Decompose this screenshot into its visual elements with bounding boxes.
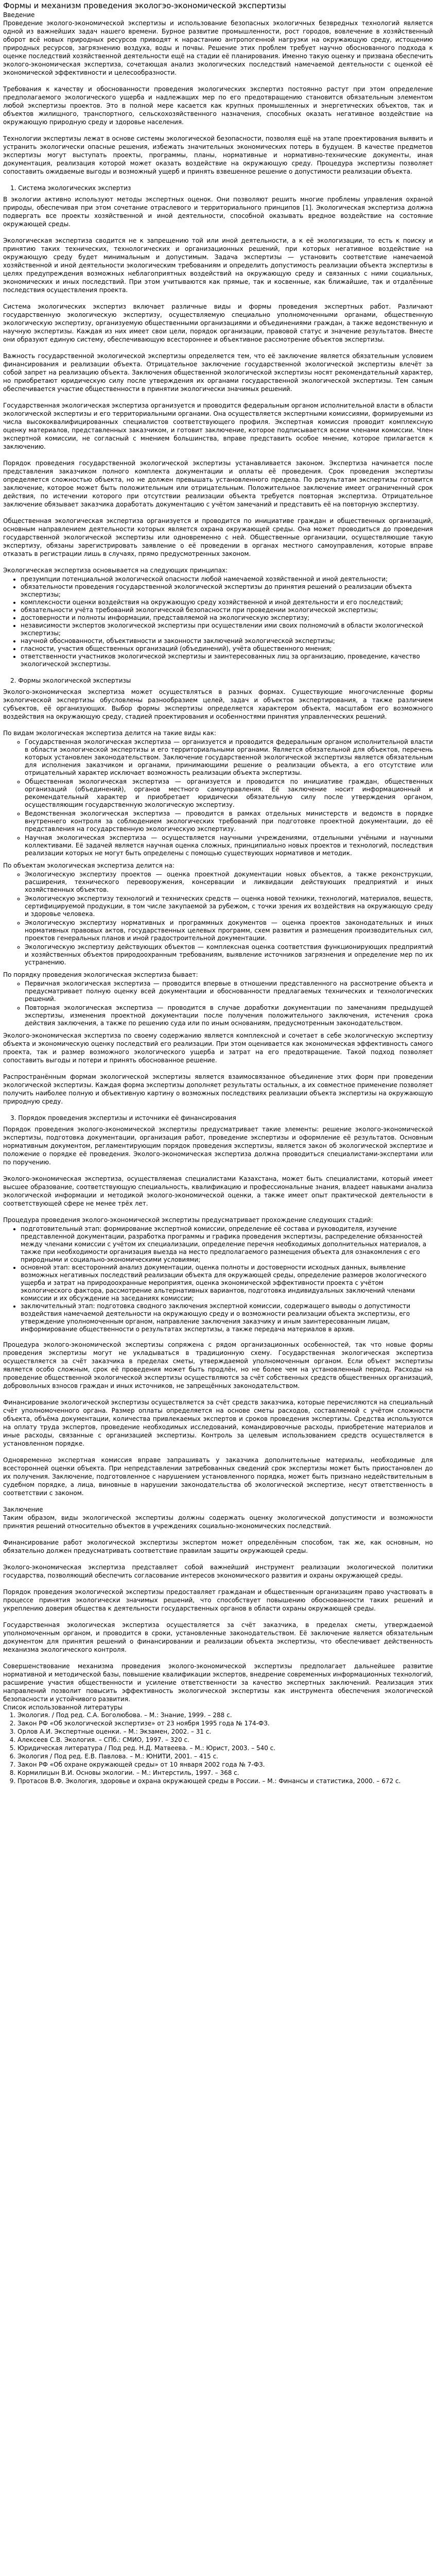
kind-item xyxy=(25,834,433,857)
conclusion-body xyxy=(3,1514,433,1703)
reference-item: 9. Протасов В.Ф. Экология, здоровье и охрана окружающей среды в России. – М.: Финансы и статистика, 2000. – 672 с. xyxy=(18,1777,433,1785)
reference-item: 1. Экология. / Под ред. С.А. Боголюбова. – М.: Знание, 1999. – 288 с. xyxy=(18,1711,433,1719)
principle-item: • независимости экспертов экологической экспертизы при осуществлении ими своих полномочий в области экологической экспертизы; xyxy=(21,622,433,637)
stages-list xyxy=(3,1225,433,1333)
principle-item: • комплексности оценки воздействия на окружающую среду хозяйственной и иной деятельности и его последствий; xyxy=(21,599,433,606)
intro-heading: Введение xyxy=(3,11,35,19)
principles-intro: Экологическая экспертиза основывается на следующих принципах: xyxy=(3,567,228,574)
section1-paragraph: Порядок проведения государственной экологической экспертизы устанавливается законом. Экспертиза начинается после представления заказчиком полного комплекта документации и оплаты её проведения. Срок проведения экспертизы определяется сложностью объекта, но не должен превышать установленного предела. По результатам экспертизы готовится заключение, которое может быть положительным или отрицательным. Положительное заключение имеет ограниченный срок действия, по истечении которого при отсутствии реализации объекта требуется повторная экспертиза. Отрицательное заключение обязывает заказчика доработать документацию с учётом замечаний и представить её на повторную экспертизу. xyxy=(3,460,433,508)
principle-item: • ответственности участников экологической экспертизы и заинтересованных лиц за организацию, проведение, качество экологической экспертизы. xyxy=(21,653,433,668)
kind-text: ◦ Общественная экологическая экспертиза — организуется и проводится по инициативе граждан, общественных организаций (объединений), органов местного самоуправления. Её заключение носит информационный и рекомендательный характер и приобретает юридически обязательную силу после утверждения органом, осуществляющим государственную экологическую экспертизу. xyxy=(25,778,433,808)
kind-item xyxy=(25,810,433,833)
principle-item: • достоверности и полноты информации, представляемой на экологическую экспертизу; xyxy=(21,614,433,622)
object-item xyxy=(25,871,433,894)
principle-item: • презумпции потенциальной экологической опасности любой намечаемой хозяйственной и иной деятельности; xyxy=(21,575,433,583)
section3-paragraph: Процедура эколого-экономической экспертизы сопряжена с рядом организационных особенностей, так что новые формы проведения экспертизы могут не укладываться в традиционную схему. Государственная экологическая экспертиза осуществляется за счёт заказчика в пределах сметы, утверждаемой уполномоченным органом. Если объект экспертизы является особо сложным, срок её проведения может быть продлён, но не более чем на установленный период. Расходы на проведение общественной экологической экспертизы осуществляются за счёт собственных средств общественных организаций, добровольных взносов граждан и иных источников, не запрещённых законодательством. xyxy=(3,1341,433,1389)
section2-paragraph: Эколого-экономическая экспертиза может осуществляться в разных формах. Существующие многочисленные формы экологической экспертизы обусловлены разнообразием целей, задач и объектов экспертирования, а также различием субъектов, её организующих. Выбор формы экспертизы определяется характером объекта, масштабом его возможного воздействия на окружающую среду, стадией проектирования и особенностями принятия управленческих решений. xyxy=(3,688,433,720)
stage-item: • подготовительный этап: формирование экспертной комиссии, определение её состава и руководителя, изучение представленной документации, разработка программы и графика проведения экспертизы, распределение обязанностей между членами комиссии с учётом их специализации, определение перечня необходимых дополнительных материалов, а также при необходимости организация выезда на место предполагаемого размещения объекта для ознакомления с его природными и социально-экономическими условиями; xyxy=(21,1225,433,1264)
reference-item: 8. Кормилицын В.И. Основы экологии. – М.: Интерстиль, 1997. – 368 с. xyxy=(18,1769,433,1777)
kind-item xyxy=(25,738,433,777)
section3-paragraph: Порядок проведения эколого-экономической экспертизы предусматривает такие элементы: решение эколого-экономической экспертизы, подготовка документации, организация работ, проведение экспертизы и оформление её результатов. Основным нормативным документом, регламентирующим порядок проведения экспертизы, является закон об экологической экспертизе и положение о порядке её проведения. Эколого-экономическая экспертиза должна проводиться специалистами-экспертами или по поручению. xyxy=(3,1126,433,1166)
section1-paragraph: Общественная экологическая экспертиза организуется и проводится по инициативе граждан и общественных организаций, основным направлением деятельности которых является охрана окружающей среды. Она может проводиться до проведения государственной экологической экспертизы или одновременно с ней. Общественные организации, осуществляющие такую экспертизу, обязаны зарегистрировать заявление о её проведении в органах местного самоуправления, которые вправе отказать в регистрации лишь в случаях, прямо предусмотренных законом. xyxy=(3,517,433,557)
object-item xyxy=(25,895,433,918)
object-text: ◦ Экологическую экспертизу нормативных и программных документов — оценка проектов законодательных и иных нормативных правовых актов, государственных целевых программ, схем развития и размещения производительных сил, проектов генеральных планов и иной градостроительной документации. xyxy=(25,919,433,942)
conclusion-paragraph: Эколого-экономическая экспертиза представляет собой важнейший инструмент реализации экологической политики государства, позволяющий обеспечить согласование интересов экономического развития и охраны окружающей среды. xyxy=(3,1564,433,1579)
principle-item: • гласности, участия общественных организаций (объединений), учёта общественного мнения; xyxy=(21,645,433,653)
references-heading: Список использованной литературы xyxy=(3,1704,123,1711)
section1-paragraph: Экологическая экспертиза сводится не к запрещению той или иной деятельности, а к её экологизации, то есть к поиску и принятию таких технических, технологических и организационных решений, при которых негативное воздействие на окружающую среду будет минимальным и допустимым. Задача экспертизы — установить соответствие намечаемой хозяйственной и иной деятельности экологическим требованиям и определить допустимость реализации объекта экспертизы в целях предупреждения возможных неблагоприятных воздействий на окружающую среду и связанных с ними социальных, экономических и иных последствий. При этом учитываются как прямые, так и косвенные, как ближайшие, так и отдалённые последствия осуществления проекта. xyxy=(3,237,433,294)
section2-body xyxy=(3,688,433,1106)
reference-item: 2. Закон РФ «Об экологической экспертизе» от 23 ноября 1995 года № 174-ФЗ. xyxy=(18,1720,433,1727)
conclusion-paragraph: Совершенствование механизма проведения эколого-экономической экспертизы предполагает дальнейшее развитие нормативной и методической базы, повышение квалификации экспертов, внедрение современных информационных технологий, расширение участия общественности и усиление ответственности за качество экспертных заключений. Реализация этих направлений позволит повысить эффективность экологической экспертизы как инструмента обеспечения экологической безопасности и устойчивого развития. xyxy=(3,1663,433,1703)
objects-intro: По объектам экологическая экспертиза делится на: xyxy=(3,862,175,869)
section2-paragraph: Эколого-экономическая экспертиза по своему содержанию является комплексной и сочетает в себе экологическую экспертизу объекта и экономическую оценку последствий его реализации. При этом оценивается как экономическая эффективность самого проекта, так и размер возможного экологического ущерба и затрат на его предотвращение. Такой подход позволяет сопоставить выгоды и потери и принять обоснованное решение. xyxy=(3,1032,433,1064)
section3-paragraph: Одновременно экспертная комиссия вправе запрашивать у заказчика дополнительные материалы, необходимые для всесторонней оценки объекта. При непредставлении затребованных сведений срок экспертизы может быть приостановлен до их получения. Заключение, подготовленное с нарушением установленного порядка, может быть признано недействительным в судебном порядке, а лица, виновные в нарушении законодательства об экологической экспертизе, несут ответственность в соответствии с законом. xyxy=(3,1456,433,1497)
conclusion-paragraph: Таким образом, виды экологической экспертизы должны содержать оценку экологической допустимости и возможности принятия решений относительно объектов в учреждениях социально-экономических последствий. xyxy=(3,1514,433,1530)
conclusion-paragraph: Государственная экологическая экспертиза осуществляется за счёт заказчика, в пределах сметы, утверждаемой уполномоченным органом, и проводится в сроки, установленные законодательством. Её заключение является обязательным документом для принятия решений о финансировании и реализации объекта экспертизы, что обеспечивает действенность механизма экологического контроля. xyxy=(3,1621,433,1653)
order-item xyxy=(25,1004,433,1027)
section1-paragraph: Государственная экологическая экспертиза организуется и проводится федеральным органом исполнительной власти в области экологической экспертизы и его территориальными органами. Она осуществляется экспертными комиссиями, формируемыми из числа высококвалифицированных специалистов соответствующего профиля. Экспертная комиссия проводит комплексную оценку материалов, представленных заказчиком, и готовит заключение, которое подписывается всеми членами комиссии. Член экспертной комиссии, не согласный с мнением большинства, вправе представить особое мнение, которое прилагается к заключению. xyxy=(3,402,433,450)
intro-body xyxy=(3,19,433,176)
stage-item: • заключительный этап: подготовка сводного заключения экспертной комиссии, содержащего выводы о допустимости воздействия намечаемой деятельности на окружающую среду и о возможности реализации объекта экспертизы, его утверждение уполномоченным органом, направление заключения заказчику и иным заинтересованным лицам, информирование общественности о результатах экспертизы, а также передача материалов в архив. xyxy=(21,1302,433,1333)
conclusion-paragraph: Финансирование работ экологической экспертизы экспертом может определённым способом, так же, как основным, но обязательно должен предусматривать соответствие правилам защиты окружающей среды. xyxy=(3,1539,433,1554)
kind-item xyxy=(25,778,433,809)
section1-title: 1. Система экологических экспертиз xyxy=(10,184,131,192)
objects-list xyxy=(3,871,433,967)
order-text: ◦ Повторная экологическая экспертиза — проводится в случае доработки документации по замечаниям предыдущей экспертизы, изменения проектной документации после получения положительного заключения, истечения срока действия заключения, а также по решению суда или по иным основаниям, предусмотренным законодательством. xyxy=(25,1004,433,1027)
section3-body xyxy=(3,1125,433,1497)
reference-item: 6. Экология / Под ред. Е.В. Павлова. – М.: ЮНИТИ, 2001. – 415 с. xyxy=(18,1753,433,1760)
section2-title: 2. Формы экологической экспертизы xyxy=(10,677,131,684)
order-intro: По порядку проведения экологическая экспертиза бывает: xyxy=(3,971,198,978)
kind-text: ◦ Ведомственная экологическая экспертиза — проводится в рамках отдельных министерств и ведомств в порядке внутреннего контроля за соблюдением экологических требований при подготовке проектной документации, до её представления на государственную экологическую экспертизу. xyxy=(25,810,433,833)
object-text: ◦ Экологическую экспертизу проектов — оценка проектной документации новых объектов, а также реконструкции, расширения, технического перевооружения, консервации и ликвидации действующих предприятий и иных хозяйственных объектов. xyxy=(25,871,433,893)
kinds-list xyxy=(3,738,433,857)
section3-paragraph: Процедура проведения эколого-экономической экспертизы предусматривает прохождение следующих стадий: xyxy=(3,1216,373,1224)
reference-item: 4. Алексеев С.В. Экология. – СПб.: СМИО, 1997. – 320 с. xyxy=(18,1736,433,1744)
stage-item: • основной этап: всесторонний анализ документации, оценка полноты и достоверности исходных данных, выявление возможных негативных последствий реализации объекта для окружающей среды, определение размеров экологического ущерба и затрат на природоохранные мероприятия, оценка экономической эффективности проекта с учётом экологического фактора, рассмотрение альтернативных вариантов, подготовка индивидуальных заключений членами комиссии и их обсуждение на заседаниях комиссии; xyxy=(21,1264,433,1302)
reference-item: 3. Орлов А.И. Экспертные оценки. – М.: Экзамен, 2002. – 31 с. xyxy=(18,1728,433,1736)
principle-item: • научной обоснованности, объективности и законности заключений экологической экспертизы; xyxy=(21,637,433,645)
intro-paragraph: Проведение эколого-экономической экспертизы и использование безопасных экологичных безвредных технологий является одной из важнейших задач нашего времени. Бурное развитие промышленности, рост городов, вовлечение в хозяйственный оборот всё новых природных ресурсов приводят к нарастанию антропогенной нагрузки на окружающую среду, истощению природных ресурсов, загрязнению воздуха, воды и почвы. Решение этих проблем требует научно обоснованного подхода к оценке последствий хозяйственной деятельности ещё на стадии её планирования. Именно такую оценку и призвана обеспечить эколого-экономическая экспертиза, сочетающая анализ экологических последствий намечаемой деятельности с оценкой её экономической эффективности и целесообразности. xyxy=(3,20,433,76)
page-title: Формы и механизм проведения экологэо-экономической экспертизы xyxy=(3,1,286,10)
order-list xyxy=(3,980,433,1027)
section1-paragraph: Важность государственной экологической экспертизы определяется тем, что её заключение является обязательным условием финансирования и реализации объекта. Отрицательное заключение государственной экологической экспертизы влечёт за собой запрет на реализацию объекта. Заключения общественной экологической экспертизы носят рекомендательный характер, но приобретают юридическую силу после утверждения их органами государственной экологической экспертизы. Тем самым обеспечивается участие общественности в принятии экологически значимых решений. xyxy=(3,352,433,393)
conclusion-paragraph: Порядок проведения экологической экспертизы предоставляет гражданам и общественным организациям право участвовать в процессе принятия экологически значимых решений, что способствует повышению обоснованности таких решений и укреплению доверия общества к деятельности государственных органов в области охраны окружающей среды. xyxy=(3,1588,433,1612)
reference-item: 7. Закон РФ «Об охране окружающей среды» от 10 января 2002 года № 7-ФЗ. xyxy=(18,1761,433,1769)
references-list xyxy=(3,1711,433,1785)
intro-paragraph: Технологии экспертизы лежат в основе системы экологической безопасности, позволяя ещё на этапе проектирования выявить и устранить экологически опасные решения, избежать значительных экономических потерь в будущем. В качестве предметов экспертизы могут выступать проекты, программы, планы, нормативные и нормативно-технические документы, иная документация, реализация которой может оказать воздействие на окружающую среду. Процедура экспертизы позволяет сопоставить ожидаемые выгоды и возможный ущерб и принять взвешенное решение о допустимости реализации объекта. xyxy=(3,135,433,175)
section2-paragraph: По видам экологическая экспертиза делится на такие виды как: xyxy=(3,730,216,737)
principles-list xyxy=(3,575,433,668)
intro-paragraph: Требования к качеству и обоснованности проведения экологических экспертиз постоянно растут при этом определение предполагаемого экологического ущерба и надлежащих мер по его предотвращению становится обязательным элементом любой экспертизы проектов. Это в полной мере касается как крупных промышленных и энергетических объектов, так и объектов жилищного, транспортного, сельскохозяйственного назначения, способных оказать негативное воздействие на окружающую природную среду и здоровье населения. xyxy=(3,86,433,126)
section3-paragraph: Финансирование экологической экспертизы осуществляется за счёт средств заказчика, которые перечисляются на специальный счёт уполномоченного органа. Размер оплаты определяется на основе сметы расходов, составляемой с учётом сложности объекта, объёма документации, количества привлекаемых экспертов и сроков проведения экспертизы. Средства используются на оплату труда экспертов, проведение необходимых исследований, командировочные расходы, приобретение материалов и иные расходы, связанные с организацией экспертизы. Контроль за целевым использованием средств осуществляется в установленном порядке. xyxy=(3,1399,433,1447)
conclusion-heading: Заключение xyxy=(3,1506,43,1513)
principle-item: • обязательности проведения государственной экологической экспертизы до принятия решений о реализации объекта экспертизы; xyxy=(21,583,433,599)
principle-item: • обязательности учёта требований экологической безопасности при проведении экологической экспертизы; xyxy=(21,606,433,614)
object-text: ◦ Экологическую экспертизу технологий и технических средств — оценка новой техники, технологий, материалов, веществ, сертифицируемой продукции, в том числе закупаемой за рубежом, с точки зрения их воздействия на окружающую среду и здоровье человека. xyxy=(25,895,433,918)
object-item xyxy=(25,943,433,967)
section2-paragraph: Распространённым формам экологической экспертизы является взаимосвязанное объединение этих форм при проведении экологической экспертизы. Каждая форма экспертизы дополняет результаты остальных, а их совместное применение позволяет получить наиболее полную и объективную картину о возможных последствиях реализации объекта экспертизы на окружающую природную среду. xyxy=(3,1073,433,1105)
object-text: ◦ Экологическую экспертизу действующих объектов — комплексная оценка соответствия функционирующих предприятий и хозяйственных объектов природоохранным требованиям, выявление источников загрязнения и определение мер по их устранению. xyxy=(25,943,433,966)
section1-paragraph: В экологии активно используют методы экспертных оценок. Они позволяют решить многие проблемы управления охраной природы, обеспечивая при этом сочетание отраслевого и территориального принципов [1]. Экологическая экспертиза должна подвергать все проекты хозяйственной и иной деятельности, способной оказывать вредное воздействие на состояние окружающей среды. xyxy=(3,196,433,228)
section1-body xyxy=(3,195,433,668)
object-item xyxy=(25,919,433,942)
section3-paragraph: Эколого-экономическая экспертиза, осуществляемая специалистами Казахстана, может быть специалистами, который имеет высшее образование, соответствующую специальность, квалификацию и профессиональные знания, владеет навыками анализа экологической информации и методикой эколого-экономической оценки, а также имеет опыт практической деятельности в соответствующей сфере не менее трёх лет. xyxy=(3,1175,433,1207)
kind-text: ◦ Научная экологическая экспертиза — осуществляется научными учреждениями, отдельными учёными и научными коллективами. Её задачей является научная оценка сложных, принципиально новых проектов и технологий, последствия реализации которых не могут быть определены с помощью существующих нормативов и методик. xyxy=(25,834,433,857)
kind-text: ◦ Государственная экологическая экспертиза — организуется и проводится федеральным органом исполнительной власти в области экологической экспертизы и его территориальными органами. Является обязательной для объектов, перечень которых установлен законодательством. Заключение государственной экологической экспертизы является обязательным для исполнения заказчиком и органами, принимающими решение о реализации объекта, а его отсутствие или отрицательный характер исключает возможность реализации объекта экспертизы. xyxy=(25,738,433,776)
section3-title: 3. Порядок проведения экспертизы и источники её финансирования xyxy=(10,1114,236,1122)
reference-item: 5. Юридическая литература / Под ред. Н.Д. Матвеева. – М.: Юрист, 2003. – 540 с. xyxy=(18,1744,433,1752)
section1-paragraph: Система экологических экспертиз включает различные виды и формы проведения экспертных работ. Различают государственную экологическую экспертизу, осуществляемую специально уполномоченными органами, общественную экологическую экспертизу, организуемую общественными организациями и объединениями граждан, а также ведомственную и научную экспертизы. Каждая из них имеет свои цели, порядок организации, правовой статус и значение результатов. Вместе они образуют единую систему, обеспечивающую всестороннее и объективное рассмотрение объектов экспертизы. xyxy=(3,303,433,343)
order-item xyxy=(25,980,433,1003)
order-text: ◦ Первичная экологическая экспертиза — проводится впервые в отношении представленного на рассмотрение объекта и предусматривает полную оценку всей документации и обоснованности предлагаемых технических и технологических решений. xyxy=(25,980,433,1003)
